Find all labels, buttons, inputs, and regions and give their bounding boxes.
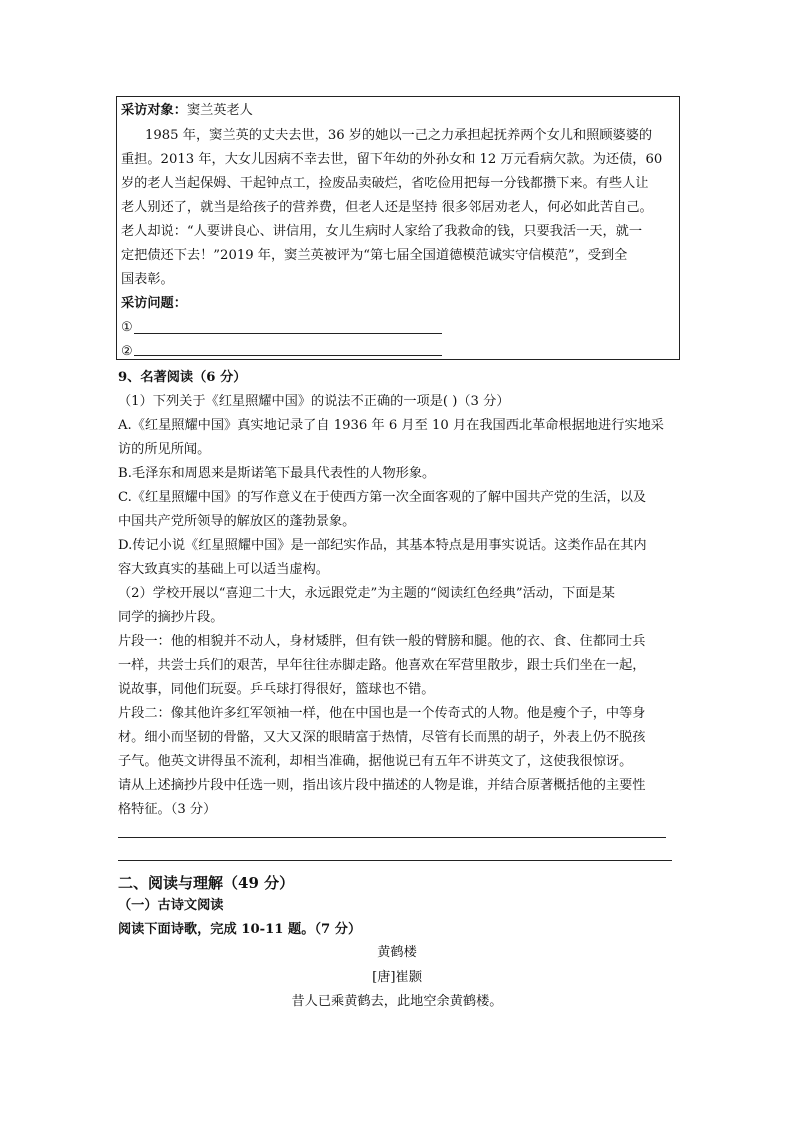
- interview-subject: [121, 99, 253, 123]
- poem-author: [唐]崔颢: [372, 970, 422, 985]
- poem-line: 昔人已乘黄鹤去，此地空余黄鹤楼。: [291, 994, 503, 1009]
- q9-option-line: D.传记小说《红星照耀中国》是一部纪实作品，其基本特点是用事实说话。这类作品在其内: [118, 538, 647, 553]
- interview-para-line: 重担。2013 年，大女儿因病不幸去世，留下年幼的外孙女和 12 万元看病欠款。为还债，60: [121, 152, 663, 167]
- questions-label: 采访问题：: [121, 296, 187, 311]
- q9-option-line: 中国共产党所领导的解放区的蓬勃景象。: [118, 514, 356, 529]
- fragment-line: 一样，共尝士兵们的艰苦，早年往往赤脚走路。他喜欢在军营里散步，跟士兵们坐在一起，: [118, 658, 646, 673]
- section2-title: 二、阅读与理解（49 分）: [118, 874, 295, 892]
- section2-instruction: 阅读下面诗歌，完成 10-11 题。（7 分）: [118, 922, 362, 937]
- interview-para-line: 岁的老人当起保姆、干起钟点工，捡废品卖破烂，省吃俭用把每一分钱都攒下来。有些人让: [121, 176, 649, 191]
- q9-sub1: （1）下列关于《红星照耀中国》的说法不正确的一项是( )（3 分）: [118, 394, 510, 409]
- fragment-line: 请从上述摘抄片段中任选一则，指出该片段中描述的人物是谁，并结合原著概括他的主要性: [118, 778, 646, 793]
- question-1-answer-line[interactable]: [134, 333, 442, 334]
- fragment-line: 子气。他英文讲得虽不流利，却相当准确，据他说已有五年不讲英文了，这使我很惊讶。: [118, 754, 633, 769]
- section2-subtitle: （一）古诗文阅读: [118, 898, 224, 913]
- q9-title: 9、名著阅读（6 分）: [118, 370, 247, 385]
- question-2-answer-line[interactable]: [134, 355, 442, 356]
- q9-option-line: 访的所见所闻。: [118, 442, 211, 457]
- subject-label: 采访对象：: [121, 103, 187, 118]
- fragment-line: 格特征。（3 分）: [118, 802, 217, 817]
- interview-para-line: 国表彰。: [121, 272, 174, 287]
- fragment-line: 材。细小而坚韧的骨骼，又大又深的眼睛富于热情，尽管有长而黑的胡子，外表上仍不脱孩: [118, 730, 646, 745]
- answer-line[interactable]: [118, 837, 666, 838]
- q9-option-line: A.《红星照耀中国》真实地记录了自 1936 年 6 月至 10 月在我国西北革命根据地进行实地采: [118, 418, 664, 433]
- fragment-line: 片段一：他的相貌并不动人，身材矮胖，但有铁一般的臂膀和腿。他的衣、食、住都同士兵: [118, 634, 646, 649]
- subject-name: 窦兰英老人: [186, 103, 253, 118]
- q9-option-line: 容大致真实的基础上可以适当虚构。: [118, 562, 329, 577]
- fragment-line: 说故事，同他们玩耍。乒乓球打得很好，篮球也不错。: [118, 682, 435, 697]
- q9-option-line: C.《红星照耀中国》的写作意义在于使西方第一次全面客观的了解中国共产党的生活，以及: [118, 490, 647, 505]
- interview-para-line: 定把债还下去！”2019 年，窦兰英被评为“第七届全国道德模范诚实守信模范”，受到全: [121, 248, 628, 263]
- q9-option-line: B.毛泽东和周恩来是斯诺笔下最具代表性的人物形象。: [118, 466, 436, 481]
- poem-title: 黄鹤楼: [377, 945, 417, 960]
- q9-sub2-line: 同学的摘抄片段。: [118, 610, 224, 625]
- answer-line[interactable]: [118, 860, 672, 861]
- fragment-line: 片段二：像其他许多红军领袖一样，他在中国也是一个传奇式的人物。他是瘦个子，中等身: [118, 706, 646, 721]
- q9-sub2-line: （2）学校开展以“喜迎二十大，永远跟党走”为主题的“阅读红色经典”活动，下面是某: [118, 586, 615, 601]
- question-2-marker: ②: [121, 344, 133, 359]
- interview-para-line: 老人别还了，就当是给孩子的营养费，但老人还是坚持 很多邻居劝老人，何必如此苦自己。: [121, 200, 653, 215]
- interview-para-line: 老人却说：“人要讲良心、讲信用，女儿生病时人家给了我救命的钱，只要我活一天，就一: [121, 224, 643, 239]
- question-1-marker: ①: [121, 320, 133, 335]
- interview-para-line: 1985 年，窦兰英的丈夫去世，36 岁的她以一己之力承担起抚养两个女儿和照顾婆婆的: [145, 128, 653, 143]
